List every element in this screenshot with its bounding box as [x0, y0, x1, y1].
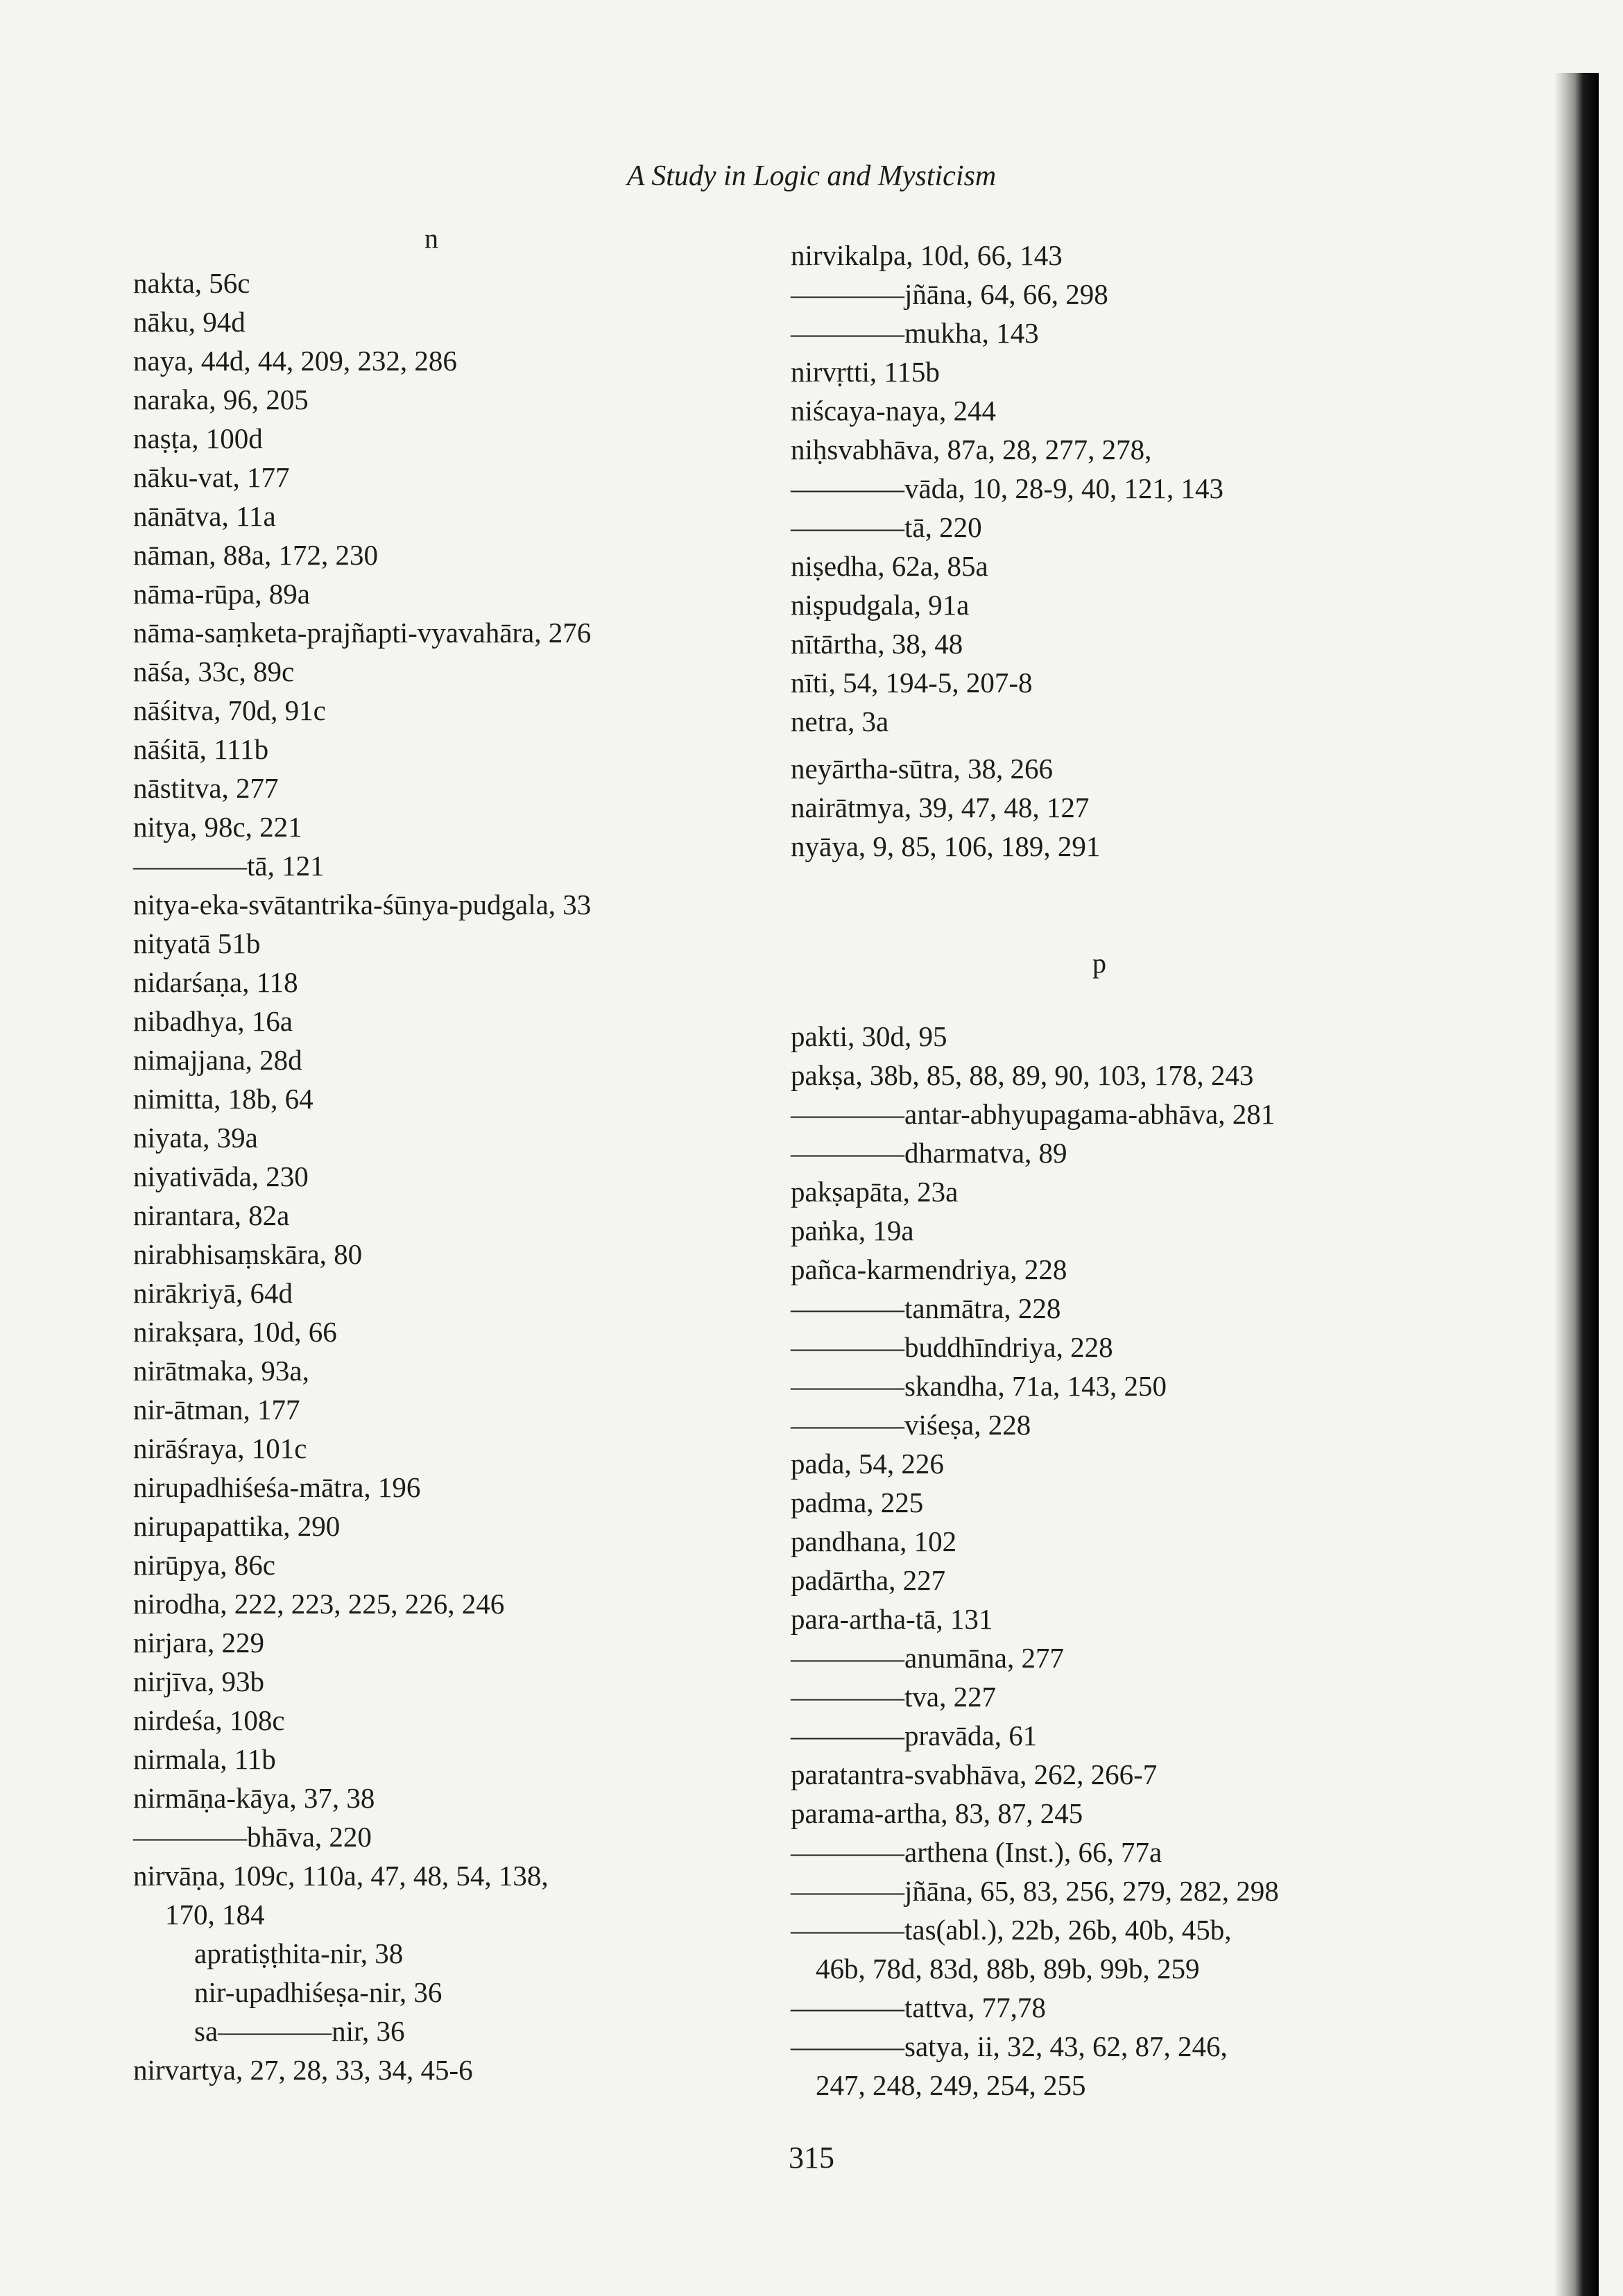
index-entry: para-artha-tā, 131 — [791, 1603, 993, 1635]
index-entry-continuation: 247, 248, 249, 254, 255 — [816, 2069, 1086, 2101]
index-entry: nirākriyā, 64d — [133, 1277, 293, 1309]
index-subentry: apratiṣṭhita-nir, 38 — [194, 1937, 404, 1969]
index-subentry: ————skandha, 71a, 143, 250 — [791, 1370, 1167, 1402]
index-entry: nāśitva, 70d, 91c — [133, 694, 326, 726]
index-entry: pañca-karmendriya, 228 — [791, 1253, 1067, 1285]
index-entry: nirjīva, 93b — [133, 1665, 265, 1697]
index-entry: nir-ātman, 177 — [133, 1394, 300, 1425]
index-subentry: ————tā, 121 — [133, 850, 325, 882]
index-subentry: nir-upadhiśeṣa-nir, 36 — [194, 1976, 443, 2008]
index-subentry: ————pravāda, 61 — [791, 1720, 1038, 1751]
index-entry: nāma-rūpa, 89a — [133, 578, 310, 610]
index-entry: nitya-eka-svātantrika-śūnya-pudgala, 33 — [133, 889, 592, 920]
index-entry: pakṣapāta, 23a — [791, 1176, 959, 1208]
index-entry-continuation: 46b, 78d, 83d, 88b, 89b, 99b, 259 — [816, 1953, 1200, 1985]
running-head: A Study in Logic and Mysticism — [626, 160, 997, 192]
page-binding-edge — [1564, 73, 1599, 2296]
index-entry: naraka, 96, 205 — [133, 384, 309, 415]
index-subentry: ————arthena (Inst.), 66, 77a — [791, 1836, 1162, 1868]
index-entry: pandhana, 102 — [791, 1525, 957, 1557]
index-entry: nirvartya, 27, 28, 33, 34, 45-6 — [133, 2054, 473, 2086]
index-entry: parama-artha, 83, 87, 245 — [791, 1797, 1083, 1829]
index-entry: padma, 225 — [791, 1487, 924, 1518]
index-entry-continuation: 170, 184 — [165, 1899, 265, 1930]
index-entry: nitya, 98c, 221 — [133, 811, 302, 843]
index-subentry: ————dharmatva, 89 — [791, 1137, 1067, 1169]
index-entry: nirmala, 11b — [133, 1743, 276, 1775]
index-entry: nirjara, 229 — [133, 1627, 264, 1659]
index-entry: nāśitā, 111b — [133, 733, 269, 765]
index-subentry: ————jñāna, 65, 83, 256, 279, 282, 298 — [791, 1875, 1279, 1907]
section-letter-p: p — [1092, 948, 1106, 979]
index-subentry: ————mukha, 143 — [791, 317, 1039, 349]
index-entry: nirāśraya, 101c — [133, 1432, 307, 1464]
index-entry: naṣṭa, 100d — [133, 422, 263, 454]
section-letter-n: n — [424, 223, 438, 254]
index-entry: neyārtha-sūtra, 38, 266 — [791, 753, 1053, 785]
index-entry: nānātva, 11a — [133, 500, 276, 532]
index-subentry: ————tanmātra, 228 — [791, 1292, 1061, 1324]
index-entry: niḥsvabhāva, 87a, 28, 277, 278, — [791, 434, 1152, 465]
index-entry: nirantara, 82a — [133, 1199, 290, 1231]
page-number: 315 — [789, 2141, 834, 2175]
index-entry: nidarśaṇa, 118 — [133, 966, 298, 998]
index-subentry: ————vāda, 10, 28-9, 40, 121, 143 — [791, 472, 1224, 504]
index-subentry: ————tā, 220 — [791, 511, 982, 543]
index-entry: nirvikalpa, 10d, 66, 143 — [791, 239, 1063, 271]
index-entry: nirdeśa, 108c — [133, 1704, 285, 1736]
index-entry: nimitta, 18b, 64 — [133, 1083, 314, 1115]
index-entry: nityatā 51b — [133, 927, 261, 959]
index-entry: pakti, 30d, 95 — [791, 1020, 947, 1052]
index-subentry: ————tas(abl.), 22b, 26b, 40b, 45b, — [791, 1914, 1232, 1946]
index-entry: niyativāda, 230 — [133, 1160, 309, 1192]
index-subentry: ————jñāna, 64, 66, 298 — [791, 278, 1108, 310]
index-subentry: ————bhāva, 220 — [133, 1821, 372, 1853]
index-entry: niyata, 39a — [133, 1122, 258, 1154]
index-subentry: ————tattva, 77,78 — [791, 1991, 1046, 2023]
index-entry: nirātmaka, 93a, — [133, 1355, 309, 1387]
index-entry: nirūpya, 86c — [133, 1549, 275, 1581]
index-entry: naya, 44d, 44, 209, 232, 286 — [133, 345, 457, 377]
index-subentry: ————satya, ii, 32, 43, 62, 87, 246, — [791, 2030, 1228, 2062]
index-subentry: ————buddhīndriya, 228 — [791, 1331, 1113, 1363]
index-entry: nāśa, 33c, 89c — [133, 656, 295, 687]
index-entry: nāku, 94d — [133, 306, 246, 338]
index-entry: nāman, 88a, 172, 230 — [133, 539, 378, 571]
index-entry: nāku-vat, 177 — [133, 461, 290, 493]
index-entry: nīti, 54, 194-5, 207-8 — [791, 667, 1033, 699]
index-entry: nimajjana, 28d — [133, 1044, 302, 1076]
index-entry: nibadhya, 16a — [133, 1005, 293, 1037]
index-subentry: ————anumāna, 277 — [791, 1642, 1064, 1674]
index-entry: paratantra-svabhāva, 262, 266-7 — [791, 1758, 1158, 1790]
index-entry: niṣpudgala, 91a — [791, 589, 970, 621]
index-entry: nirodha, 222, 223, 225, 226, 246 — [133, 1588, 505, 1620]
index-subentry: ————viśeṣa, 228 — [791, 1409, 1031, 1441]
index-entry: paṅka, 19a — [791, 1215, 914, 1246]
index-subentry: ————tva, 227 — [791, 1681, 997, 1713]
index-entry: pada, 54, 226 — [791, 1448, 944, 1480]
index-entry: nairātmya, 39, 47, 48, 127 — [791, 791, 1090, 823]
index-entry: nirvāṇa, 109c, 110a, 47, 48, 54, 138, — [133, 1860, 549, 1892]
index-entry: nirupapattika, 290 — [133, 1510, 341, 1542]
index-entry: nāstitva, 277 — [133, 772, 279, 804]
index-entry: nītārtha, 38, 48 — [791, 628, 963, 660]
index-entry: nirakṣara, 10d, 66 — [133, 1316, 337, 1348]
index-entry: nirupadhiśeśa-mātra, 196 — [133, 1471, 421, 1503]
index-entry: netra, 3a — [791, 705, 889, 737]
index-entry: pakṣa, 38b, 85, 88, 89, 90, 103, 178, 243 — [791, 1059, 1254, 1091]
index-entry: nirmāṇa-kāya, 37, 38 — [133, 1782, 375, 1814]
index-subentry: ————antar-abhyupagama-abhāva, 281 — [791, 1098, 1276, 1130]
index-entry: padārtha, 227 — [791, 1564, 946, 1596]
index-entry: nyāya, 9, 85, 106, 189, 291 — [791, 830, 1101, 862]
index-entry: niścaya-naya, 244 — [791, 395, 996, 427]
index-entry: nāma-saṃketa-prajñapti-vyavahāra, 276 — [133, 617, 592, 649]
index-entry: nakta, 56c — [133, 267, 250, 299]
index-entry: nirvṛtti, 115b — [791, 356, 940, 388]
index-entry: niṣedha, 62a, 85a — [791, 550, 988, 582]
index-entry: nirabhisaṃskāra, 80 — [133, 1238, 363, 1270]
index-subentry: sa————nir, 36 — [194, 2015, 405, 2047]
